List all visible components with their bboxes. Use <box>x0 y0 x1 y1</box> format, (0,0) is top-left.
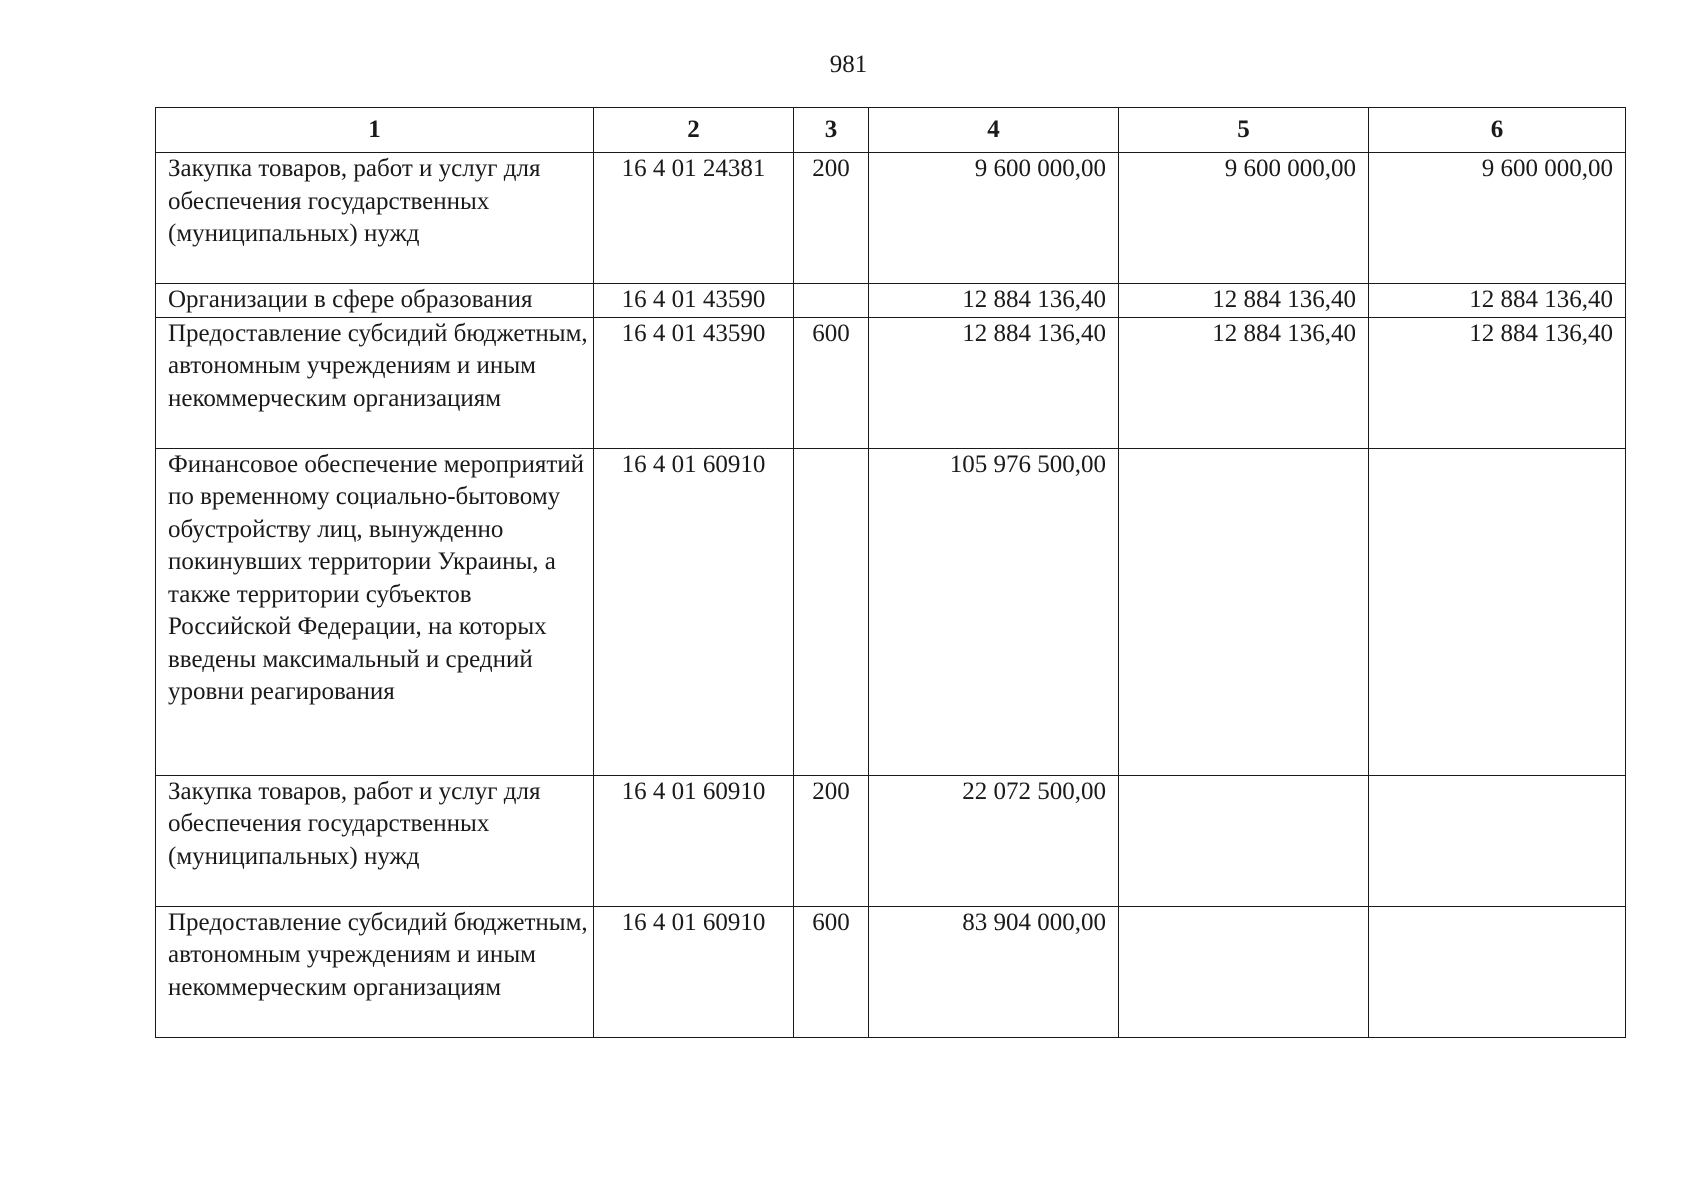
table-row <box>156 448 1626 775</box>
row-name-cell: Финансовое обеспечение мероприятий по временному социально-бытовому обустройству лиц, вынужденно покинувших территории Украины, а также территории субъектов Российской Федерации, на которых введены максимальный и средний уровни реагирования <box>156 448 594 775</box>
row-code-cell: 16 4 01 60910 <box>594 448 794 775</box>
column-header-5: 5 <box>1119 108 1369 153</box>
table-row <box>156 906 1626 1037</box>
row-name-cell: Организации в сфере образования <box>156 284 594 318</box>
row-type-cell: 200 <box>794 153 869 284</box>
row-value-5-cell <box>1119 775 1369 906</box>
row-value-6-cell: 12 884 136,40 <box>1369 317 1626 448</box>
row-type-cell: 600 <box>794 906 869 1037</box>
column-header-3: 3 <box>794 108 869 153</box>
table-row <box>156 284 1626 318</box>
row-value-4-cell: 12 884 136,40 <box>869 317 1119 448</box>
column-header-4: 4 <box>869 108 1119 153</box>
row-value-5-cell <box>1119 906 1369 1037</box>
row-value-6-cell <box>1369 906 1626 1037</box>
row-value-5-cell: 12 884 136,40 <box>1119 317 1369 448</box>
row-value-4-cell: 105 976 500,00 <box>869 448 1119 775</box>
column-header-1: 1 <box>156 108 594 153</box>
row-value-4-cell: 83 904 000,00 <box>869 906 1119 1037</box>
row-value-5-cell: 9 600 000,00 <box>1119 153 1369 284</box>
row-value-6-cell <box>1369 775 1626 906</box>
row-value-5-cell <box>1119 448 1369 775</box>
row-name-cell: Предоставление субсидий бюджетным, автономным учреждениям и иным некоммерческим организациям <box>156 317 594 448</box>
budget-table <box>155 107 1626 1038</box>
row-type-cell <box>794 284 869 318</box>
row-value-4-cell: 12 884 136,40 <box>869 284 1119 318</box>
table-row <box>156 153 1626 284</box>
row-code-cell: 16 4 01 60910 <box>594 775 794 906</box>
header-row <box>156 108 1626 153</box>
row-code-cell: 16 4 01 43590 <box>594 284 794 318</box>
row-name-cell: Закупка товаров, работ и услуг для обеспечения государственных (муниципальных) нужд <box>156 153 594 284</box>
row-code-cell: 16 4 01 43590 <box>594 317 794 448</box>
row-code-cell: 16 4 01 24381 <box>594 153 794 284</box>
column-header-6: 6 <box>1369 108 1626 153</box>
column-header-2: 2 <box>594 108 794 153</box>
row-value-6-cell <box>1369 448 1626 775</box>
row-type-cell <box>794 448 869 775</box>
page-number: 981 <box>829 51 868 78</box>
row-name-cell: Предоставление субсидий бюджетным, автономным учреждениям и иным некоммерческим организациям <box>156 906 594 1037</box>
row-value-4-cell: 9 600 000,00 <box>869 153 1119 284</box>
row-value-6-cell: 12 884 136,40 <box>1369 284 1626 318</box>
row-type-cell: 200 <box>794 775 869 906</box>
table-row <box>156 317 1626 448</box>
row-value-5-cell: 12 884 136,40 <box>1119 284 1369 318</box>
table-row <box>156 775 1626 906</box>
row-value-6-cell: 9 600 000,00 <box>1369 153 1626 284</box>
row-type-cell: 600 <box>794 317 869 448</box>
row-value-4-cell: 22 072 500,00 <box>869 775 1119 906</box>
row-code-cell: 16 4 01 60910 <box>594 906 794 1037</box>
row-name-cell: Закупка товаров, работ и услуг для обеспечения государственных (муниципальных) нужд <box>156 775 594 906</box>
